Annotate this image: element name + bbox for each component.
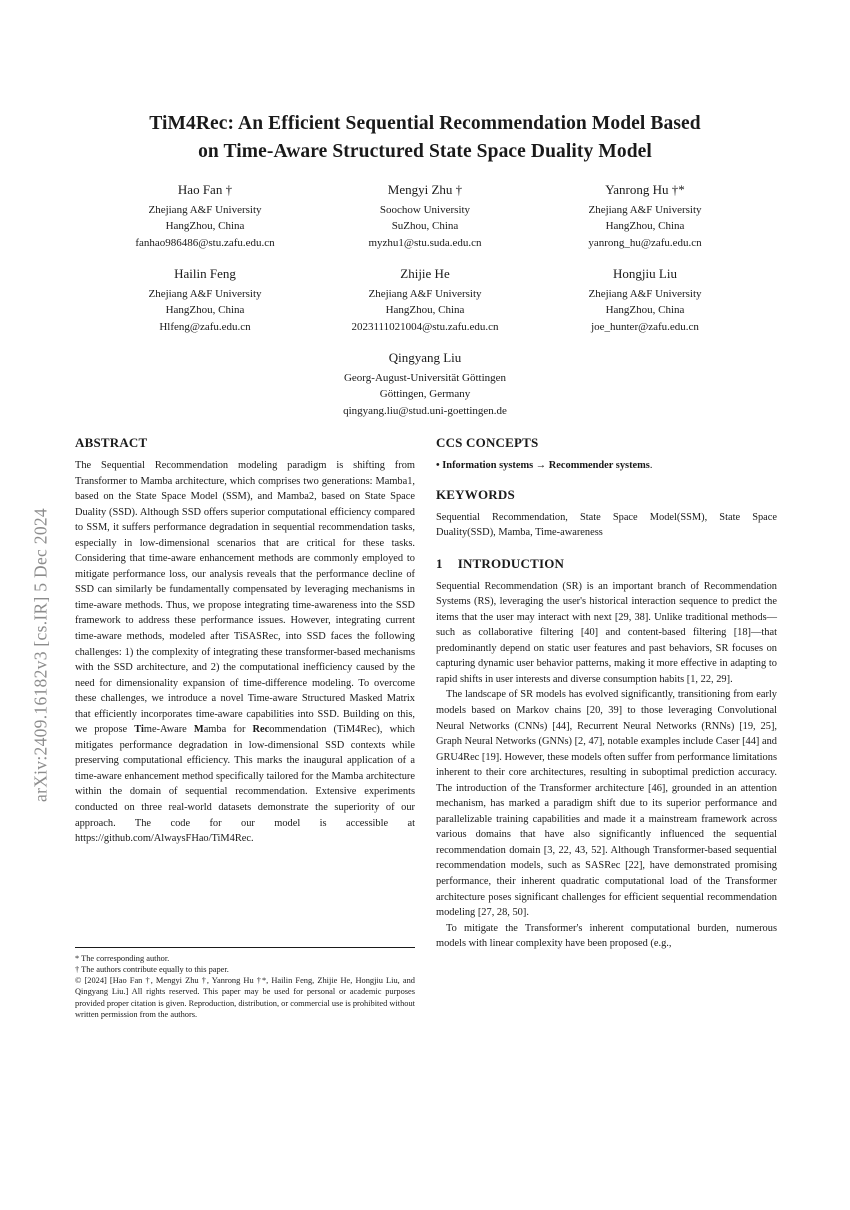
section-number: 1 xyxy=(436,555,443,571)
keywords-heading: KEYWORDS xyxy=(436,486,515,502)
author-city: HangZhou, China xyxy=(605,304,685,316)
keywords-text: Sequential Recommendation, State Space Model(SSM), State Space Duality(SSD), Mamba, Time-awareness xyxy=(436,511,777,539)
two-column-body xyxy=(75,435,777,1022)
author-email: joe_hunter@zafu.edu.cn xyxy=(591,320,699,333)
footnote-corresponding: * The corresponding author. xyxy=(75,953,170,963)
author-affiliation: Zhejiang A&F University xyxy=(368,287,482,300)
footnote-block xyxy=(75,947,415,1020)
ccs-heading: CCS CONCEPTS xyxy=(436,435,539,450)
author-name: Qingyang Liu xyxy=(388,350,462,365)
paper-title xyxy=(0,110,850,166)
paper-title-line2: on Time-Aware Structured State Space Duality Model xyxy=(198,141,652,162)
right-column xyxy=(436,435,777,1022)
abstract-text: The Sequential Recommendation modeling paradigm is shifting from Transformer to Mamba architecture, which comprises two generations: Mamba1, based on the State Space Model (SSM), and Mamba2, based on State Space Duality (SSD). Although SSD offers superior computational efficiency compared to SSM, it suffers performance degradation in sequential recommendation tasks, especially in low-dimensional scenarios that are critical for these tasks. Considering that time-aware enhancement methods are commonly employed to mitigate performance loss, our analysis reveals that the performance decline of SSD can similarly be fundamentally compensated by leveraging mechanisms in time-aware methods. Thus, we propose integrating time-awareness into the SSD framework to address these performance issues. However, integrating current time-aware methods, modeled after TiSASRec, into SSD faces the following challenges: 1) the complexity of integrating these transformer-based mechanisms with the SSD architecture, and 2) the computational inefficiency caused by the need for dimensionality expansion of time-difference modeling. To overcome these challenges, we introduce a novel Time-aware Structured Masked Matrix that efficiently incorporates time-aware capabilities into SSD. Building on this, we propose Time-Aware Mamba for Recommendation (TiM4Rec), which mitigates performance degradation in low-dimensional SSD contexts while preserving computational efficiency. This marks the inaugural application of a time-aware enhancement method specifically tailored for the Mamba architecture within the domain of sequential recommendation. Extensive experiments conducted on three real-world datasets demonstrate the superiority of our approach. The code for our model is accessible at https://github.com/AlwaysFHao/TiM4Rec. xyxy=(75,460,415,845)
paper-title-line1: TiM4Rec: An Efficient Sequential Recommendation Model Based xyxy=(149,113,701,134)
paper-page xyxy=(0,110,850,1210)
abstract-heading: ABSTRACT xyxy=(75,435,148,450)
author-card xyxy=(535,266,755,335)
author-city: HangZhou, China xyxy=(385,304,465,316)
author-affiliation: Zhejiang A&F University xyxy=(588,287,702,300)
author-city: HangZhou, China xyxy=(165,304,245,316)
introduction-paragraph: To mitigate the Transformer's inherent computational burden, numerous models with linear complexity have been proposed (e.g., xyxy=(436,922,777,950)
author-email: yanrong_hu@zafu.edu.cn xyxy=(588,236,702,249)
author-card xyxy=(315,266,535,335)
introduction-heading xyxy=(436,556,777,572)
author-email: fanhao986486@stu.zafu.edu.cn xyxy=(135,236,275,249)
author-affiliation: Zhejiang A&F University xyxy=(588,203,702,216)
footnote-copyright: © [2024] [Hao Fan †, Mengyi Zhu †, Yanrong Hu †*, Hailin Feng, Zhijie He, Hongjiu Liu, and Qingyang Liu.] All rights reserved. This paper may be used for personal or academic purposes provided proper citation is given. Reproduction, distribution, or commercial use is prohibited without written permission from the authors. xyxy=(75,976,415,1019)
author-card xyxy=(95,266,315,335)
author-city: HangZhou, China xyxy=(165,220,245,232)
author-affiliation: Soochow University xyxy=(379,203,471,216)
author-name: Mengyi Zhu † xyxy=(387,182,463,197)
authors-block xyxy=(95,182,755,419)
footnote-equal-contribution: † The authors contribute equally to this paper. xyxy=(75,964,229,974)
author-city: SuZhou, China xyxy=(391,220,459,232)
author-affiliation: Georg-August-Universität Göttingen xyxy=(343,371,507,384)
ccs-concepts-text: • Information systems → Recommender systems. xyxy=(436,460,653,471)
author-email: myzhu1@stu.suda.edu.cn xyxy=(368,236,482,249)
author-name: Hailin Feng xyxy=(174,266,236,281)
arxiv-sidebar-banner: arXiv:2409.16182v3 [cs.IR] 5 Dec 2024 xyxy=(30,508,51,802)
author-email: qingyang.liu@stud.uni-goettingen.de xyxy=(343,404,507,417)
author-card xyxy=(95,182,315,251)
author-affiliation: Zhejiang A&F University xyxy=(148,203,262,216)
author-name: Zhijie He xyxy=(400,266,450,281)
author-card xyxy=(535,182,755,251)
author-email: 2023111021004@stu.zafu.edu.cn xyxy=(351,320,499,333)
introduction-paragraph: Sequential Recommendation (SR) is an important branch of Recommendation Systems (RS), leveraging the user's historical interaction sequence to predict the items that the user may interact with next [29, 38]. Unlike traditional methods—such as collaborative filtering [40] and content-based filtering [18]—that predominantly depend on static user features and past behaviors, SR focuses on capturing dynamic user behavior patterns, making it more effective in adapting to rapid shifts in user interests and diverse consumption habits [1, 22, 29]. xyxy=(436,580,777,685)
author-name: Yanrong Hu †* xyxy=(605,182,685,197)
author-city: Göttingen, Germany xyxy=(379,388,471,400)
author-name: Hongjiu Liu xyxy=(613,266,677,281)
introduction-text xyxy=(436,579,777,952)
section-title: INTRODUCTION xyxy=(457,555,565,571)
author-card xyxy=(95,350,755,419)
left-column xyxy=(75,435,415,1022)
author-affiliation: Zhejiang A&F University xyxy=(148,287,262,300)
author-email: Hlfeng@zafu.edu.cn xyxy=(159,320,251,333)
author-name: Hao Fan † xyxy=(177,182,233,197)
introduction-paragraph: The landscape of SR models has evolved significantly, transitioning from early models based on Markov chains [20, 39] to those leveraging Convolutional Neural Networks (CNNs) [44], Recurrent Neural Networks (RNNs) [19, 25], Graph Neural Networks (GNNs) [2, 47], notable examples include Caser [44] and GRU4Rec [19]. However, these models often suffer from performance limitations inherent to their core architectures, resulting in suboptimal prediction accuracy. The introduction of the Transformer architecture [46], grounded in an attention mechanism, has marked a paradigm shift due to its superior performance and parallelizable training capabilities and made it a mainstream framework across various domains that have also significantly influenced the sequential recommendation domain [3, 22, 43, 52]. Although Transformer-based sequential recommendation models, such as SASRec [22], have demonstrated promising performance, their inherent quadratic computational load of the Transformer architecture poses significant challenges for efficient sequential recommendation modeling [27, 28, 50]. xyxy=(436,689,777,919)
author-city: HangZhou, China xyxy=(605,220,685,232)
author-card xyxy=(315,182,535,251)
